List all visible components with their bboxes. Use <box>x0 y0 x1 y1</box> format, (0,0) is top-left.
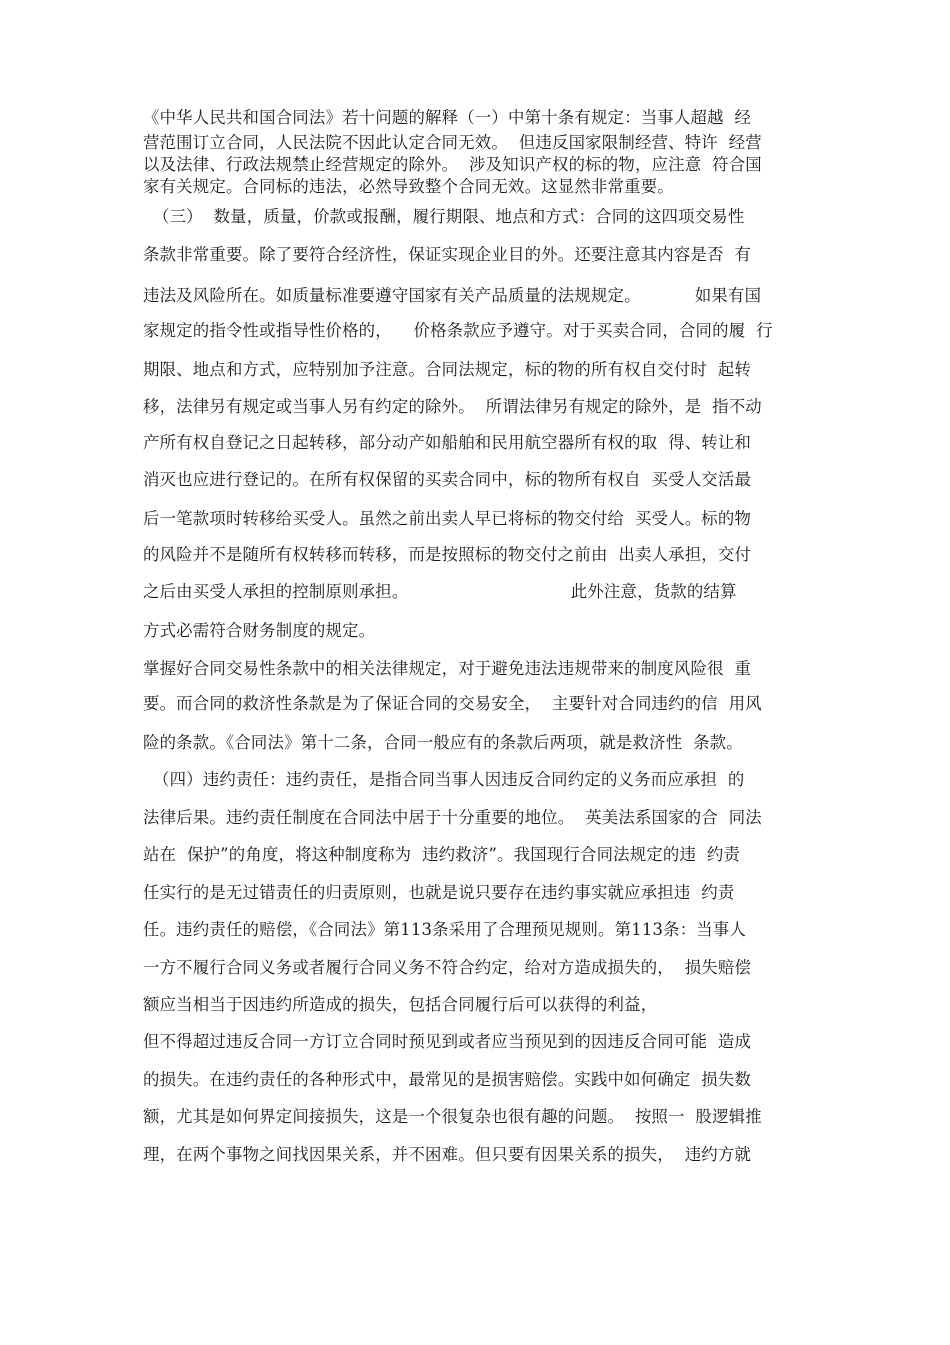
text-line: 站在 保护”的角度，将这种制度称为 违约救济”。我国现行合同法规定的违 约责 <box>143 845 741 864</box>
text-line: 方式必需符合财务制度的规定。 <box>143 621 376 640</box>
text-line: 任实行的是无过错责任的归责原则，也就是说只要存在违约事实就应承担违 约责 <box>143 883 735 902</box>
text-line: 额应当相当于因违约所造成的损失，包括合同履行后可以获得的利益， <box>143 995 658 1014</box>
text-line: 营范围订立合同，人民法院不因此认定合同无效。 但违反国家限制经营、特许 经营 <box>143 133 762 152</box>
text-line: 要。而合同的救济性条款是为了保证合同的交易安全， 主要针对合同违约的信 用风 <box>143 694 762 713</box>
section-heading-line: （四）违约责任：违约责任，是指合同当事人因违反合同约定的义务而应承担 的 <box>153 770 745 789</box>
text-line: 期限、地点和方式，应特别加予注意。合同法规定，标的物的所有权自交付时 起转 <box>143 360 752 379</box>
text-line: 违法及风险所在。如质量标准要遵守国家有关产品质量的法规规定。 如果有国 <box>143 286 762 305</box>
section-heading-line: （三） 数量，质量，价款或报酬，履行期限、地点和方式：合同的这四项交易性 <box>153 207 745 226</box>
text-line: 一方不履行合同义务或者履行合同义务不符合约定，给对方造成损失的， 损失赔偿 <box>143 958 752 977</box>
text-line: 掌握好合同交易性条款中的相关法律规定，对于避免违法违规带来的制度风险很 重 <box>143 659 752 678</box>
text-line: 条款非常重要。除了要符合经济性，保证实现企业目的外。还要注意其内容是否 有 <box>143 245 752 264</box>
text-line: 的损失。在违约责任的各种形式中，最常见的是损害赔偿。实践中如何确定 损失数 <box>143 1070 752 1089</box>
text-line: 后一笔款项时转移给买受人。虽然之前出卖人早已将标的物交付给 买受人。标的物 <box>143 509 752 528</box>
text-line: 任。违约责任的赔偿，《合同法》第113条采用了合理预见规则。第113条：当事人 <box>143 920 747 939</box>
text-line: 《中华人民共和国合同法》若十问题的解释（一）中第十条有规定：当事人超越 经 <box>143 108 752 127</box>
text-line: 家规定的指令性或指导性价格的， 价格条款应予遵守。对于买卖合同，合同的履 行 <box>143 321 773 340</box>
text-line: 险的条款。《合同法》第十二条，合同一般应有的条款后两项，就是救济性 条款。 <box>143 733 743 752</box>
text-line: 之后由买受人承担的控制原则承担。 此外注意，货款的结算 <box>143 582 737 601</box>
text-line: 移，法律另有规定或当事人另有约定的除外。 所谓法律另有规定的除外，是 指不动 <box>143 397 762 416</box>
text-line: 产所有权自登记之日起转移，部分动产如船舶和民用航空器所有权的取 得、转让和 <box>143 433 752 452</box>
text-line: 的风险并不是随所有权转移而转移，而是按照标的物交付之前由 出卖人承担，交付 <box>143 545 752 564</box>
text-line: 但不得超过违反合同一方订立合同时预见到或者应当预见到的因违反合同可能 造成 <box>143 1032 752 1051</box>
text-line: 理，在两个事物之间找因果关系，并不困难。但只要有因果关系的损失， 违约方就 <box>143 1145 752 1164</box>
text-line: 法律后果。违约责任制度在合同法中居于十分重要的地位。 英美法系国家的合 同法 <box>143 808 762 827</box>
text-line: 家有关规定。合同标的违法，必然导致整个合同无效。这显然非常重要。 <box>143 177 674 196</box>
text-line: 额，尤其是如何界定间接损失，这是一个很复杂也很有趣的问题。 按照一 股逻辑推 <box>143 1107 762 1126</box>
text-line: 以及法律、行政法规禁止经营规定的除外。 涉及知识产权的标的物，应注意 符合国 <box>143 155 762 174</box>
text-line: 消灭也应进行登记的。在所有权保留的买卖合同中，标的物所有权自 买受人交活最 <box>143 470 752 489</box>
